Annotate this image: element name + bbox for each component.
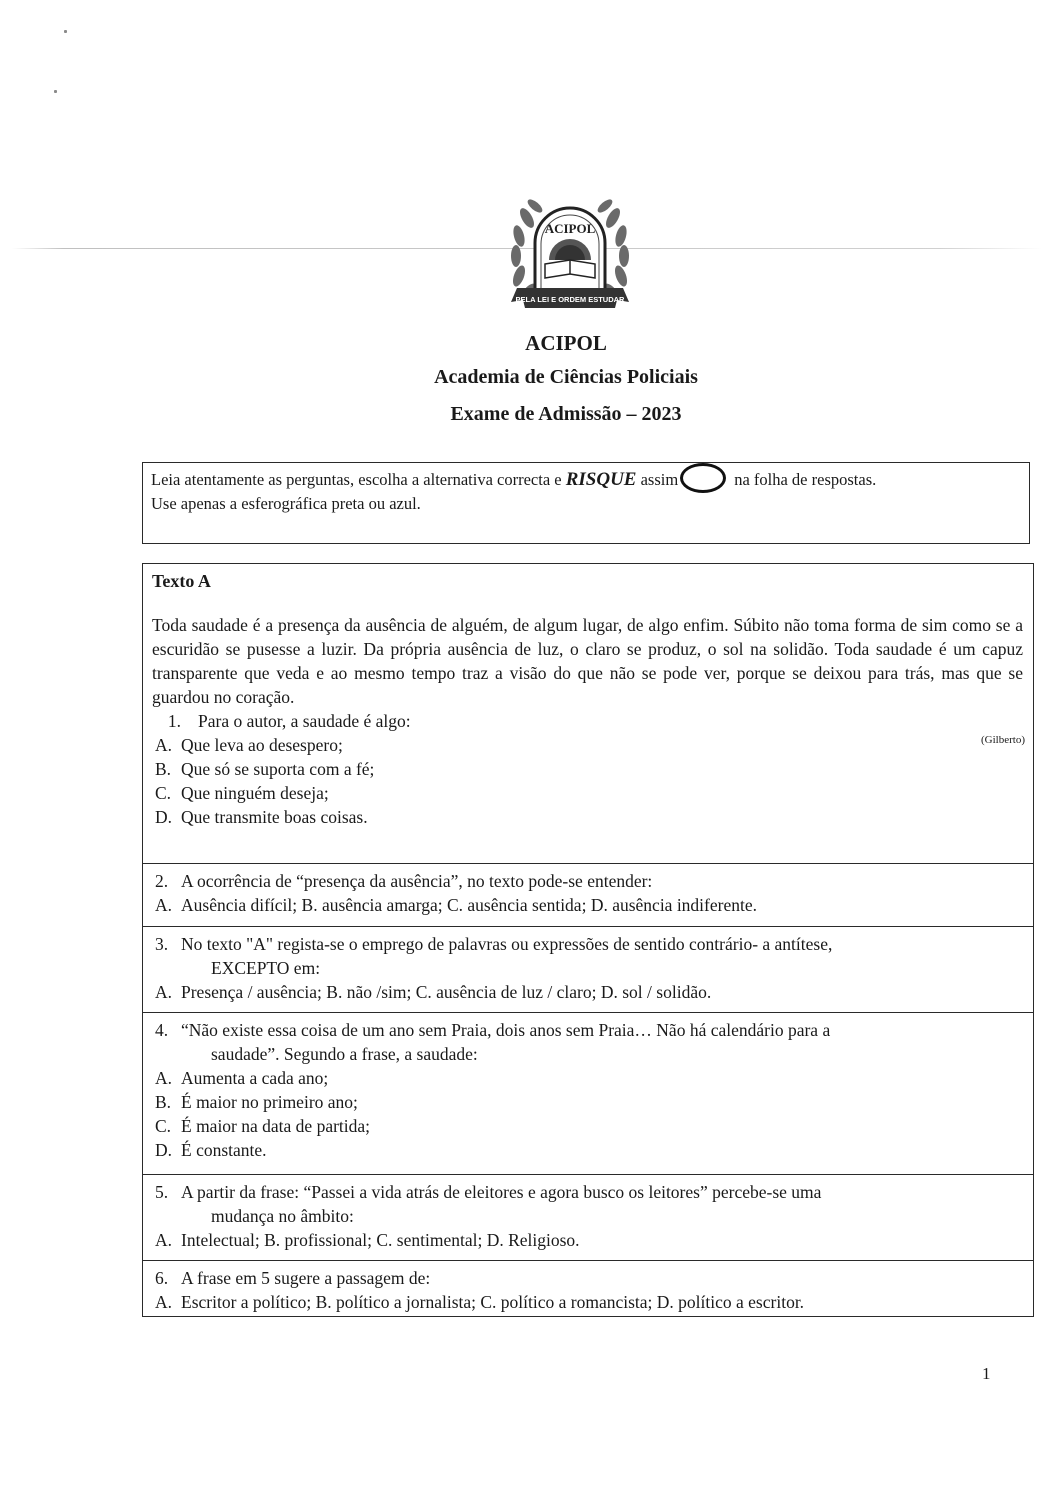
question-3-section xyxy=(143,927,1033,1013)
question-1: 1. Para o autor, a saudade é algo: xyxy=(167,711,411,731)
options-3: A. Presença / ausência; B. não /sim; C. ausência de luz / claro; D. sol / solidão. xyxy=(155,982,712,1002)
question-2: 2. A ocorrência de “presença da ausência”, no texto pode-se entender: xyxy=(155,871,653,891)
question-6-section xyxy=(143,1261,1033,1316)
svg-text:ACIPOL: ACIPOL xyxy=(544,221,596,236)
passage-author: (Gilberto) xyxy=(981,734,1025,746)
question-4-cont: saudade”. Segundo a frase, a saudade: xyxy=(211,1044,478,1064)
question-4: 4. “Não existe essa coisa de um ano sem Praia, dois anos sem Praia… Não há calendário para a xyxy=(155,1020,831,1040)
option-4b: B. É maior no primeiro ano; xyxy=(155,1092,358,1112)
scan-speck xyxy=(54,90,57,93)
option-4a: A. Aumenta a cada ano; xyxy=(155,1068,329,1088)
instructions-line-2: Use apenas a esferográfica preta ou azul. xyxy=(151,494,421,514)
options-6: A. Escritor a político; B. político a jornalista; C. político a romancista; D. político a escritor. xyxy=(155,1292,805,1312)
question-5-section xyxy=(143,1175,1033,1261)
answer-bubble-icon xyxy=(680,463,726,493)
texto-a-section xyxy=(143,564,1033,864)
question-3: 3. No texto "A" regista-se o emprego de palavras ou expressões de sentido contrário- a antítese, xyxy=(155,934,833,954)
option-1d: D. Que transmite boas coisas. xyxy=(155,807,368,827)
option-1a: A. Que leva ao desespero; xyxy=(155,735,343,755)
page-number: 1 xyxy=(982,1364,991,1383)
scan-speck xyxy=(64,30,67,33)
exam-questions-box xyxy=(142,563,1034,1317)
options-5: A. Intelectual; B. profissional; C. sentimental; D. Religioso. xyxy=(155,1230,580,1250)
option-1b: B. Que só se suporta com a fé; xyxy=(155,759,375,779)
question-2-section xyxy=(143,864,1033,927)
risque-emphasis: RISQUE xyxy=(565,469,637,490)
option-4c: C. É maior na data de partida; xyxy=(155,1116,371,1136)
option-4d: D. É constante. xyxy=(155,1140,267,1160)
option-1c: C. Que ninguém deseja; xyxy=(155,783,329,803)
question-5: 5. A partir da frase: “Passei a vida atrás de eleitores e agora busco os leitores” percebe-se uma xyxy=(155,1182,822,1202)
texto-a-passage: Toda saudade é a presença da ausência de alguém, de algum lugar, de algo enfim. Súbito não toma forma de sim como se a escuridão se pusesse a luzir. Da própria ausência de luz, o claro se produz, o sol na solidão. Toda saudade é um capuz transparente que veda e ao mesmo tempo traz a visão do que não se pode ver, porque se deixou para trás, mas que se guardou no coração. xyxy=(152,615,1023,707)
exam-title: Exame de Admissão – 2023 xyxy=(450,403,682,425)
institution-short-title: ACIPOL xyxy=(525,331,607,355)
acipol-emblem-icon xyxy=(505,188,635,318)
question-4-section xyxy=(143,1013,1033,1175)
texto-a-heading: Texto A xyxy=(152,571,211,591)
instructions-line-1: Leia atentamente as perguntas, escolha a alternativa correcta e RISQUE assim na folha de respostas. xyxy=(151,469,1021,493)
instructions-box xyxy=(142,462,1030,544)
institution-full-title: Academia de Ciências Policiais xyxy=(434,366,698,388)
options-2: A. Ausência difícil; B. ausência amarga; C. ausência sentida; D. ausência indiferente. xyxy=(155,895,757,915)
svg-text:PELA LEI E ORDEM ESTUDAR: PELA LEI E ORDEM ESTUDAR xyxy=(515,295,625,304)
question-3-cont: EXCEPTO em: xyxy=(211,958,321,978)
question-6: 6. A frase em 5 sugere a passagem de: xyxy=(155,1268,431,1288)
question-5-cont: mudança no âmbito: xyxy=(211,1206,354,1226)
